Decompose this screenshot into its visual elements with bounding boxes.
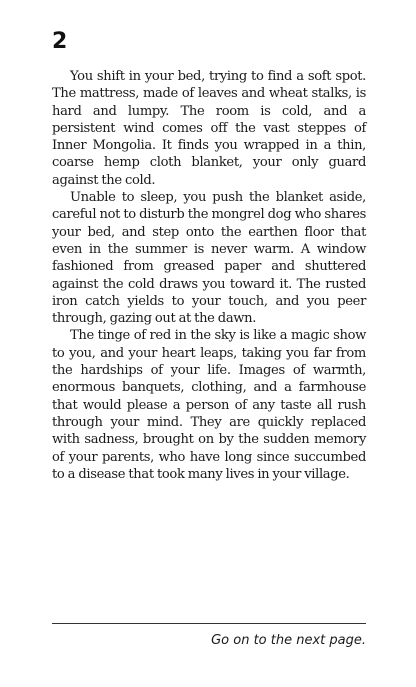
paragraph: Unable to sleep, you push the blanket aside, careful not to disturb the mongrel dog who shares your bed, and step onto the earthen floor that even in the summer is never warm. A window fashioned from greased paper and shuttered against the cold draws you toward it. The rusted iron catch yields to your touch, and you peer through, gazing out at the dawn.	[52, 190, 366, 327]
paragraph: You shift in your bed, trying to find a soft spot. The mattress, made of leaves and wheat stalks, is hard and lumpy. The room is cold, and a persistent wind comes off the vast steppes of Inner Mongolia. It finds you wrapped in a thin, coarse hemp cloth blanket, your only guard against the cold.	[52, 69, 366, 188]
section-number: 2	[52, 29, 68, 54]
continue-note: Go on to the next page.	[211, 633, 366, 648]
story-text	[52, 68, 366, 483]
footer-divider	[52, 623, 366, 624]
paragraph: The tinge of red in the sky is like a magic show to you, and your heart leaps, taking you far from the hardships of your life. Images of warmth, enormous banquets, clothing, and a farmhouse that would please a person of any taste all rush through your mind. They are quickly replaced with sadness, brought on by the sudden memory of your parents, who have long since succumbed to a disease that took many lives in your village.	[52, 328, 366, 482]
